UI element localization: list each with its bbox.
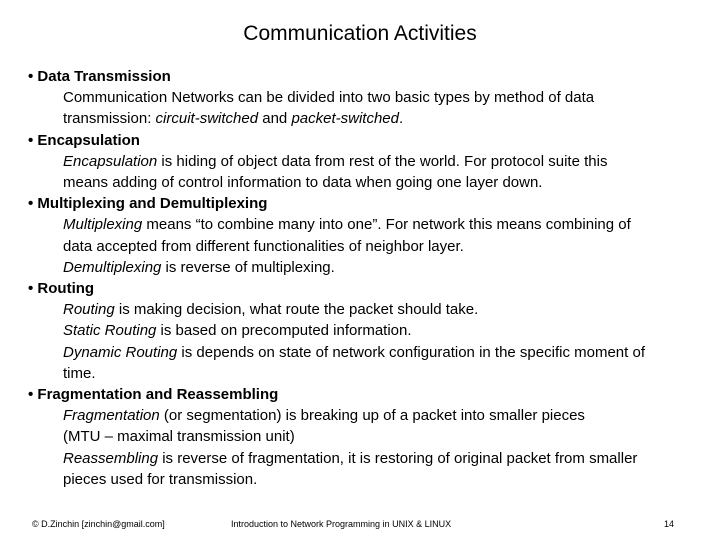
text-run: and — [258, 110, 292, 128]
italic-term: Multiplexing — [63, 216, 143, 234]
section-line — [28, 469, 700, 490]
section-line — [28, 320, 700, 341]
italic-term: Demultiplexing — [63, 258, 162, 276]
italic-term: Routing — [63, 301, 115, 319]
text-run: means “to combine many into one”. For network this means combining of — [142, 216, 631, 234]
slide-body — [28, 66, 700, 490]
text-run: means adding of control information to data when going one layer down. — [63, 174, 543, 192]
section-line — [28, 151, 700, 172]
text-run: is reverse of multiplexing. — [161, 258, 335, 276]
footer-page-number: 14 — [664, 519, 675, 529]
slide-title: Communication Activities — [243, 22, 477, 45]
text-run: pieces used for transmission. — [63, 470, 258, 488]
section-line — [28, 236, 700, 257]
text-run: is depends on state of network configuration in the specific moment of — [177, 343, 645, 361]
text-run: transmission: — [63, 110, 156, 128]
section-heading: • Encapsulation — [28, 131, 140, 149]
footer-copyright: © D.Zinchin [zinchin@gmail.com] — [32, 519, 165, 529]
italic-term: Fragmentation — [63, 407, 160, 425]
text-run: is based on precomputed information. — [156, 322, 412, 340]
section-line — [28, 172, 700, 193]
section-line — [28, 214, 700, 235]
text-run: data accepted from different functionalities of neighbor layer. — [63, 237, 464, 255]
text-run: is reverse of fragmentation, it is restoring of original packet from smaller — [158, 449, 638, 467]
italic-term: circuit-switched — [155, 110, 259, 128]
section-line — [28, 448, 700, 469]
italic-term: Encapsulation — [63, 152, 158, 170]
section-line — [28, 87, 700, 108]
text-run: . — [399, 110, 404, 128]
text-run: is hiding of object data from rest of the world. For protocol suite this — [157, 152, 608, 170]
section-line — [28, 299, 700, 320]
text-run: time. — [63, 364, 96, 382]
text-run: (or segmentation) is breaking up of a packet into smaller pieces — [159, 407, 585, 425]
text-run: (MTU – maximal transmission unit) — [63, 428, 295, 446]
section-line — [28, 405, 700, 426]
italic-term: Dynamic Routing — [63, 343, 178, 361]
section-line — [28, 426, 700, 447]
footer-course-title: Introduction to Network Programming in UNIX & LINUX — [231, 519, 452, 529]
section-heading: • Data Transmission — [28, 68, 171, 85]
italic-term: packet-switched — [291, 110, 399, 128]
text-run: is making decision, what route the packet should take. — [114, 301, 479, 319]
italic-term: Static Routing — [63, 322, 157, 340]
section-line — [28, 363, 700, 384]
section-line — [28, 342, 700, 363]
text-run: Communication Networks can be divided into two basic types by method of data — [63, 89, 595, 107]
section-heading: • Fragmentation and Reassembling — [28, 386, 279, 404]
section-heading: • Multiplexing and Demultiplexing — [28, 195, 268, 213]
section-line — [28, 108, 700, 129]
italic-term: Reassembling — [63, 449, 159, 467]
section-heading: • Routing — [28, 280, 95, 298]
section-line — [28, 257, 700, 278]
